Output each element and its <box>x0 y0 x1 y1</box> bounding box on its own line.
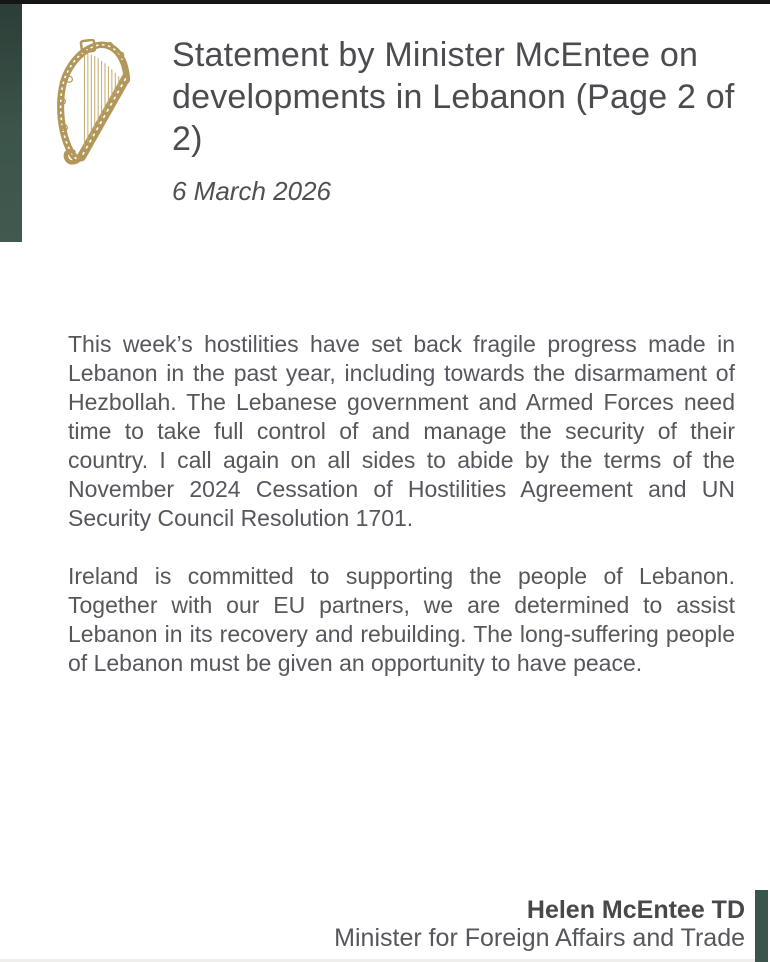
signature-block <box>334 896 745 952</box>
page-title: Statement by Minister McEntee on developments in Lebanon (Page 2 of 2) <box>172 36 735 158</box>
top-border-bar <box>0 0 770 4</box>
signature-role: Minister for Foreign Affairs and Trade <box>334 924 745 952</box>
right-accent-bar <box>755 890 768 962</box>
signature-name: Helen McEntee TD <box>526 896 745 924</box>
statement-body <box>68 330 735 707</box>
irish-harp-icon <box>54 39 130 168</box>
header <box>172 34 738 206</box>
statement-paragraph-2: Ireland is committed to supporting the people of Lebanon. Together with our EU partners, we are determined to assist Lebanon in its recovery and rebuilding. The long-suffering people of Lebanon must be given an opportunity to have peace. <box>68 563 735 676</box>
statement-paragraph-1: This week’s hostilities have set back fragile progress made in Lebanon in the past year, including towards the disarmament of Hezbollah. The Lebanese government and Armed Forces need time to take full control of and manage the security of their country. I call again on all sides to abide by the terms of the November 2024 Cessation of Hostilities Agreement and UN Security Council Resolution 1701. <box>68 331 735 531</box>
statement-date: 6 March 2026 <box>172 176 331 206</box>
left-accent-bar <box>0 4 22 242</box>
